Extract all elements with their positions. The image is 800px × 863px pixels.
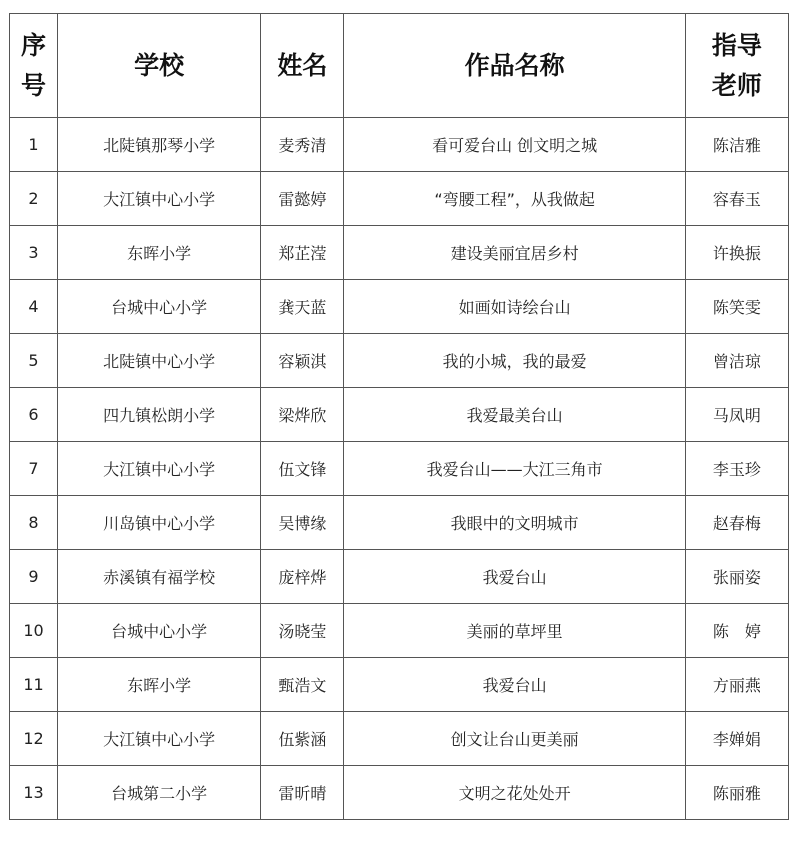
cell-advisor: 许换振 bbox=[685, 226, 788, 280]
cell-serial-number: 13 bbox=[10, 766, 58, 820]
cell-work-title: 文明之花处处开 bbox=[344, 766, 685, 820]
cell-serial-number: 11 bbox=[10, 658, 58, 712]
cell-school: 大江镇中心小学 bbox=[58, 172, 261, 226]
cell-school: 台城第二小学 bbox=[58, 766, 261, 820]
header-advisor-line1: 指导 bbox=[711, 30, 762, 60]
cell-serial-number: 12 bbox=[10, 712, 58, 766]
table-header bbox=[10, 14, 789, 118]
cell-school: 东晖小学 bbox=[58, 658, 261, 712]
cell-serial-number: 3 bbox=[10, 226, 58, 280]
cell-work-title: 创文让台山更美丽 bbox=[344, 712, 685, 766]
cell-school: 赤溪镇有福学校 bbox=[58, 550, 261, 604]
header-school: 学校 bbox=[58, 14, 261, 118]
cell-work-title: “弯腰工程”，从我做起 bbox=[344, 172, 685, 226]
cell-work-title: 我爱最美台山 bbox=[344, 388, 685, 442]
table-body bbox=[10, 118, 789, 820]
cell-student-name: 雷昕晴 bbox=[261, 766, 344, 820]
table-row bbox=[10, 172, 789, 226]
table-row bbox=[10, 280, 789, 334]
table-row bbox=[10, 712, 789, 766]
cell-work-title: 我爱台山 bbox=[344, 658, 685, 712]
cell-work-title: 我的小城，我的最爱 bbox=[344, 334, 685, 388]
cell-student-name: 雷懿婷 bbox=[261, 172, 344, 226]
cell-advisor: 方丽燕 bbox=[685, 658, 788, 712]
table-row bbox=[10, 550, 789, 604]
header-advisor bbox=[685, 14, 788, 118]
cell-student-name: 龚天蓝 bbox=[261, 280, 344, 334]
header-serial-number-line1: 序 bbox=[21, 30, 47, 60]
table-row bbox=[10, 118, 789, 172]
cell-advisor: 李玉珍 bbox=[685, 442, 788, 496]
cell-serial-number: 4 bbox=[10, 280, 58, 334]
cell-work-title: 我眼中的文明城市 bbox=[344, 496, 685, 550]
cell-student-name: 郑芷滢 bbox=[261, 226, 344, 280]
cell-school: 大江镇中心小学 bbox=[58, 442, 261, 496]
cell-school: 台城中心小学 bbox=[58, 280, 261, 334]
cell-student-name: 梁烨欣 bbox=[261, 388, 344, 442]
cell-student-name: 伍紫涵 bbox=[261, 712, 344, 766]
cell-advisor: 陈 婷 bbox=[685, 604, 788, 658]
cell-serial-number: 10 bbox=[10, 604, 58, 658]
cell-student-name: 麦秀清 bbox=[261, 118, 344, 172]
cell-school: 大江镇中心小学 bbox=[58, 712, 261, 766]
cell-school: 北陡镇那琴小学 bbox=[58, 118, 261, 172]
cell-student-name: 庞梓烨 bbox=[261, 550, 344, 604]
award-roster-table bbox=[9, 13, 789, 820]
cell-serial-number: 1 bbox=[10, 118, 58, 172]
header-row bbox=[10, 14, 789, 118]
cell-advisor: 马凤明 bbox=[685, 388, 788, 442]
cell-advisor: 张丽姿 bbox=[685, 550, 788, 604]
cell-student-name: 甄浩文 bbox=[261, 658, 344, 712]
cell-advisor: 李婵娟 bbox=[685, 712, 788, 766]
cell-work-title: 建设美丽宜居乡村 bbox=[344, 226, 685, 280]
cell-school: 东晖小学 bbox=[58, 226, 261, 280]
table-row bbox=[10, 658, 789, 712]
cell-serial-number: 6 bbox=[10, 388, 58, 442]
cell-serial-number: 9 bbox=[10, 550, 58, 604]
cell-school: 北陡镇中心小学 bbox=[58, 334, 261, 388]
cell-work-title: 我爱台山——大江三角市 bbox=[344, 442, 685, 496]
table-row bbox=[10, 334, 789, 388]
header-work-title: 作品名称 bbox=[344, 14, 685, 118]
cell-student-name: 吴博缘 bbox=[261, 496, 344, 550]
table-row bbox=[10, 766, 789, 820]
cell-student-name: 汤晓莹 bbox=[261, 604, 344, 658]
cell-work-title: 美丽的草坪里 bbox=[344, 604, 685, 658]
header-serial-number bbox=[10, 14, 58, 118]
cell-school: 台城中心小学 bbox=[58, 604, 261, 658]
table-row bbox=[10, 388, 789, 442]
cell-advisor: 陈丽雅 bbox=[685, 766, 788, 820]
table-row bbox=[10, 496, 789, 550]
header-advisor-line2: 老师 bbox=[711, 70, 762, 100]
cell-serial-number: 2 bbox=[10, 172, 58, 226]
cell-advisor: 曾洁琼 bbox=[685, 334, 788, 388]
cell-school: 川岛镇中心小学 bbox=[58, 496, 261, 550]
cell-student-name: 伍文锋 bbox=[261, 442, 344, 496]
cell-advisor: 陈笑雯 bbox=[685, 280, 788, 334]
cell-work-title: 看可爱台山 创文明之城 bbox=[344, 118, 685, 172]
table-row bbox=[10, 604, 789, 658]
table-row bbox=[10, 442, 789, 496]
header-name: 姓名 bbox=[261, 14, 344, 118]
cell-work-title: 如画如诗绘台山 bbox=[344, 280, 685, 334]
cell-serial-number: 7 bbox=[10, 442, 58, 496]
cell-serial-number: 5 bbox=[10, 334, 58, 388]
header-serial-number-line2: 号 bbox=[21, 70, 47, 100]
cell-work-title: 我爱台山 bbox=[344, 550, 685, 604]
table-row bbox=[10, 226, 789, 280]
cell-student-name: 容颖淇 bbox=[261, 334, 344, 388]
cell-advisor: 陈洁雅 bbox=[685, 118, 788, 172]
cell-school: 四九镇松朗小学 bbox=[58, 388, 261, 442]
cell-advisor: 容春玉 bbox=[685, 172, 788, 226]
cell-advisor: 赵春梅 bbox=[685, 496, 788, 550]
cell-serial-number: 8 bbox=[10, 496, 58, 550]
